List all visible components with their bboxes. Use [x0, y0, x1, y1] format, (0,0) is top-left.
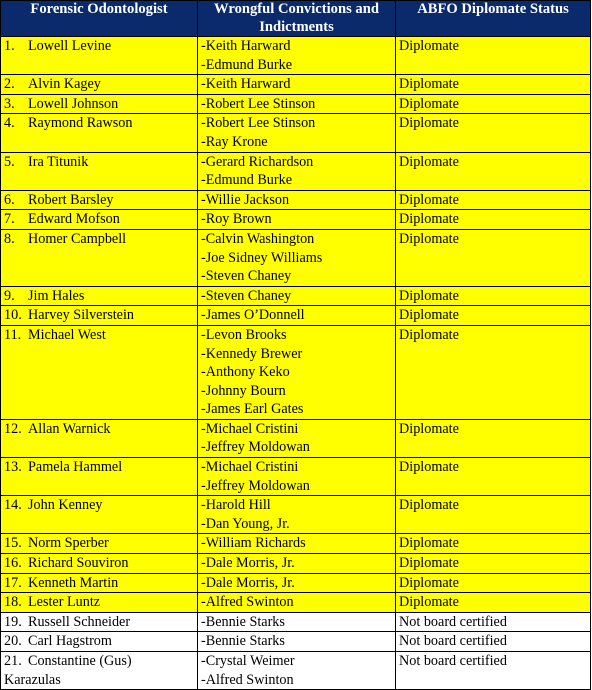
name-line: [4, 287, 194, 306]
odontologist-cell: [1, 573, 198, 593]
diplomate-status-cell: Diplomate: [396, 534, 591, 554]
name-line: [4, 326, 194, 345]
conviction-entry: -Roy Brown: [201, 211, 272, 228]
conviction-entry: -Crystal Weimer: [201, 653, 295, 669]
table-row: [1, 573, 591, 593]
odontologist-name: John Kenney: [28, 497, 103, 514]
convictions-cell: [198, 286, 396, 306]
convictions-cell: [198, 37, 396, 75]
odontologist-name: Michael West: [28, 326, 106, 343]
table-row: [1, 612, 591, 632]
diplomate-status-cell: Diplomate: [396, 458, 591, 496]
table-row: [1, 534, 591, 554]
odontologist-name: Constantine (Gus): [28, 653, 132, 669]
conviction-entry: -Edmund Burke: [201, 172, 293, 189]
row-number: 2.: [4, 76, 15, 93]
header-row: [1, 1, 591, 37]
diplomate-status-cell: Not board certified: [396, 652, 591, 690]
convictions-cell: [198, 325, 396, 419]
conviction-entry: -Dan Young, Jr.: [201, 515, 290, 532]
convictions-cell: [198, 496, 396, 534]
header-odontologist: Forensic Odontologist: [1, 1, 198, 37]
odontologist-name: Kenneth Martin: [28, 574, 119, 591]
odontologist-cell: [1, 190, 198, 210]
table-body: [1, 37, 591, 690]
diplomate-status-cell: Diplomate: [396, 593, 591, 613]
diplomate-status-cell: Diplomate: [396, 152, 591, 190]
odontologist-name: Homer Campbell: [28, 230, 127, 247]
conviction-entry: -Jeffrey Moldowan: [201, 439, 310, 456]
conviction-entry: -Willie Jackson: [201, 191, 290, 208]
conviction-entry: -Steven Chaney: [201, 268, 292, 285]
conviction-entry: -Robert Lee Stinson: [201, 115, 316, 132]
diplomate-status-cell: Diplomate: [396, 573, 591, 593]
odontologist-name: Lester Luntz: [28, 594, 101, 611]
table-row: [1, 114, 591, 152]
odontologist-name: Allan Warnick: [28, 420, 111, 437]
conviction-entry: -Harold Hill: [201, 497, 271, 514]
name-line: [4, 95, 194, 114]
odontologist-cell: [1, 75, 198, 95]
name-line: [4, 496, 194, 515]
diplomate-status-cell: Diplomate: [396, 229, 591, 286]
odontologist-name: Jim Hales: [28, 287, 85, 304]
conviction-entry: -Jeffrey Moldowan: [201, 477, 310, 494]
name-line: [4, 458, 194, 477]
name-line: [4, 420, 194, 439]
conviction-entry: -James O’Donnell: [201, 307, 305, 324]
table-row: [1, 554, 591, 574]
diplomate-status-cell: Diplomate: [396, 210, 591, 230]
diplomate-status-cell: Diplomate: [396, 114, 591, 152]
table-row: [1, 286, 591, 306]
odontologist-cell: [1, 593, 198, 613]
diplomate-status-cell: Diplomate: [396, 496, 591, 534]
odontologist-name: Edward Mofson: [28, 211, 120, 228]
convictions-cell: [198, 114, 396, 152]
name-line: [4, 153, 194, 172]
diplomate-status-cell: Diplomate: [396, 37, 591, 75]
table-row: [1, 210, 591, 230]
name-line: [4, 534, 194, 553]
odontologist-name: Richard Souviron: [28, 555, 129, 572]
convictions-cell: [198, 419, 396, 457]
table-row: [1, 190, 591, 210]
odontologist-cell: [1, 496, 198, 534]
conviction-entry: -Alfred Swinton: [201, 671, 294, 688]
diplomate-status-cell: Diplomate: [396, 286, 591, 306]
odontologist-cell: [1, 286, 198, 306]
odontologist-cell: [1, 325, 198, 419]
conviction-entry: -Gerard Richardson: [201, 153, 314, 170]
odontologist-cell: [1, 652, 198, 690]
row-number: 12.: [4, 420, 22, 437]
table-row: [1, 152, 591, 190]
convictions-cell: [198, 593, 396, 613]
odontologist-cell: [1, 114, 198, 152]
table-row: [1, 419, 591, 457]
name-line: [4, 574, 194, 593]
odontologist-cell: [1, 554, 198, 574]
name-line: [4, 306, 194, 325]
row-number: 17.: [4, 574, 22, 591]
row-number: 16.: [4, 555, 22, 572]
odontologist-cell: [1, 306, 198, 326]
convictions-cell: [198, 573, 396, 593]
convictions-cell: [198, 190, 396, 210]
odontologist-name: Alvin Kagey: [28, 76, 101, 93]
odontologist-cell: [1, 612, 198, 632]
conviction-entry: -Johnny Bourn: [201, 382, 286, 399]
odontologist-cell: [1, 534, 198, 554]
table-row: [1, 75, 591, 95]
table-row: [1, 593, 591, 613]
row-number: 8.: [4, 230, 15, 247]
odontologist-name: Lowell Levine: [28, 38, 112, 54]
row-number: 3.: [4, 95, 15, 112]
convictions-cell: [198, 632, 396, 652]
odontologist-cell: [1, 458, 198, 496]
odontologist-name: Norm Sperber: [28, 535, 109, 552]
odontologist-cell: [1, 37, 198, 75]
odontologist-name: Harvey Silverstein: [28, 307, 134, 324]
row-number: 7.: [4, 211, 15, 228]
odontologist-cell: [1, 632, 198, 652]
row-number: 5.: [4, 153, 15, 170]
row-number: 18.: [4, 594, 22, 611]
conviction-entry: -James Earl Gates: [201, 401, 304, 418]
conviction-entry: -Bennie Starks: [201, 613, 285, 630]
row-number: 9.: [4, 287, 15, 304]
convictions-cell: [198, 75, 396, 95]
name-line: [4, 230, 194, 249]
conviction-entry: -Keith Harward: [201, 38, 291, 54]
diplomate-status-cell: Diplomate: [396, 94, 591, 114]
table-row: [1, 652, 591, 690]
convictions-cell: [198, 152, 396, 190]
name-line: [4, 593, 194, 612]
conviction-entry: -Alfred Swinton: [201, 594, 294, 611]
odontologist-cell: [1, 94, 198, 114]
convictions-cell: [198, 652, 396, 690]
odontologist-name: Russell Schneider: [28, 613, 131, 630]
row-number: 4.: [4, 115, 15, 132]
convictions-cell: [198, 306, 396, 326]
row-number: 6.: [4, 191, 15, 208]
conviction-entry: -Bennie Starks: [201, 633, 285, 650]
odontologist-name: Lowell Johnson: [28, 95, 119, 112]
conviction-entry: -Levon Brooks: [201, 326, 287, 343]
odontologist-cell: [1, 210, 198, 230]
odontologist-name: Carl Hagstrom: [28, 633, 112, 650]
name-line: [4, 652, 194, 671]
convictions-cell: [198, 458, 396, 496]
conviction-entry: -Dale Morris, Jr.: [201, 574, 295, 591]
table-row: [1, 306, 591, 326]
conviction-entry: -William Richards: [201, 535, 306, 552]
diplomate-status-cell: Diplomate: [396, 325, 591, 419]
name-line: [4, 37, 194, 56]
odontologist-cell: [1, 229, 198, 286]
name-line: [4, 191, 194, 210]
row-number: 19.: [4, 613, 22, 630]
header-diplomate-status: ABFO Diplomate Status: [396, 1, 591, 37]
row-number: 21.: [4, 653, 22, 669]
diplomate-status-cell: Diplomate: [396, 190, 591, 210]
conviction-entry: -Keith Harward: [201, 76, 291, 93]
odontologist-cell: [1, 419, 198, 457]
odontologist-name: Karazulas: [4, 671, 61, 688]
table-row: [1, 458, 591, 496]
conviction-entry: -Edmund Burke: [201, 56, 293, 73]
odontologist-name: Robert Barsley: [28, 191, 114, 208]
header-convictions: Wrongful Convictions and Indictments: [198, 1, 396, 37]
table-row: [1, 94, 591, 114]
convictions-cell: [198, 94, 396, 114]
name-line: [4, 210, 194, 229]
diplomate-status-cell: Diplomate: [396, 554, 591, 574]
conviction-entry: -Robert Lee Stinson: [201, 95, 316, 112]
name-line: [4, 114, 194, 133]
odontologist-name: Pamela Hammel: [28, 459, 123, 476]
row-number: 15.: [4, 535, 22, 552]
row-number: 10.: [4, 307, 22, 324]
table-row: [1, 37, 591, 75]
diplomate-status-cell: Not board certified: [396, 612, 591, 632]
convictions-cell: [198, 210, 396, 230]
conviction-entry: -Dale Morris, Jr.: [201, 555, 295, 572]
row-number: 13.: [4, 459, 22, 476]
name-line: [4, 75, 194, 94]
diplomate-status-cell: Diplomate: [396, 75, 591, 95]
odontologist-cell: [1, 152, 198, 190]
diplomate-status-cell: Diplomate: [396, 306, 591, 326]
conviction-entry: -Michael Cristini: [201, 420, 299, 437]
row-number: 14.: [4, 497, 22, 514]
conviction-entry: -Ray Krone: [201, 133, 268, 150]
name-line: [4, 613, 194, 632]
conviction-entry: -Michael Cristini: [201, 459, 299, 476]
name-line: [4, 554, 194, 573]
convictions-cell: [198, 534, 396, 554]
conviction-entry: -Anthony Keko: [201, 364, 290, 381]
diplomate-status-cell: Not board certified: [396, 632, 591, 652]
row-number: 20.: [4, 633, 22, 650]
row-number: 1.: [4, 38, 15, 54]
table-row: [1, 496, 591, 534]
conviction-entry: -Calvin Washington: [201, 230, 315, 247]
convictions-cell: [198, 229, 396, 286]
convictions-cell: [198, 612, 396, 632]
convictions-cell: [198, 554, 396, 574]
conviction-entry: -Steven Chaney: [201, 287, 292, 304]
row-number: 11.: [4, 326, 22, 343]
odontologist-name: Ira Titunik: [28, 153, 89, 170]
table-row: [1, 325, 591, 419]
table-row: [1, 632, 591, 652]
conviction-entry: -Joe Sidney Williams: [201, 249, 323, 266]
conviction-entry: -Kennedy Brewer: [201, 345, 303, 362]
odontologist-name: Raymond Rawson: [28, 115, 133, 132]
table-row: [1, 229, 591, 286]
diplomate-status-cell: Diplomate: [396, 419, 591, 457]
name-line: [4, 632, 194, 651]
